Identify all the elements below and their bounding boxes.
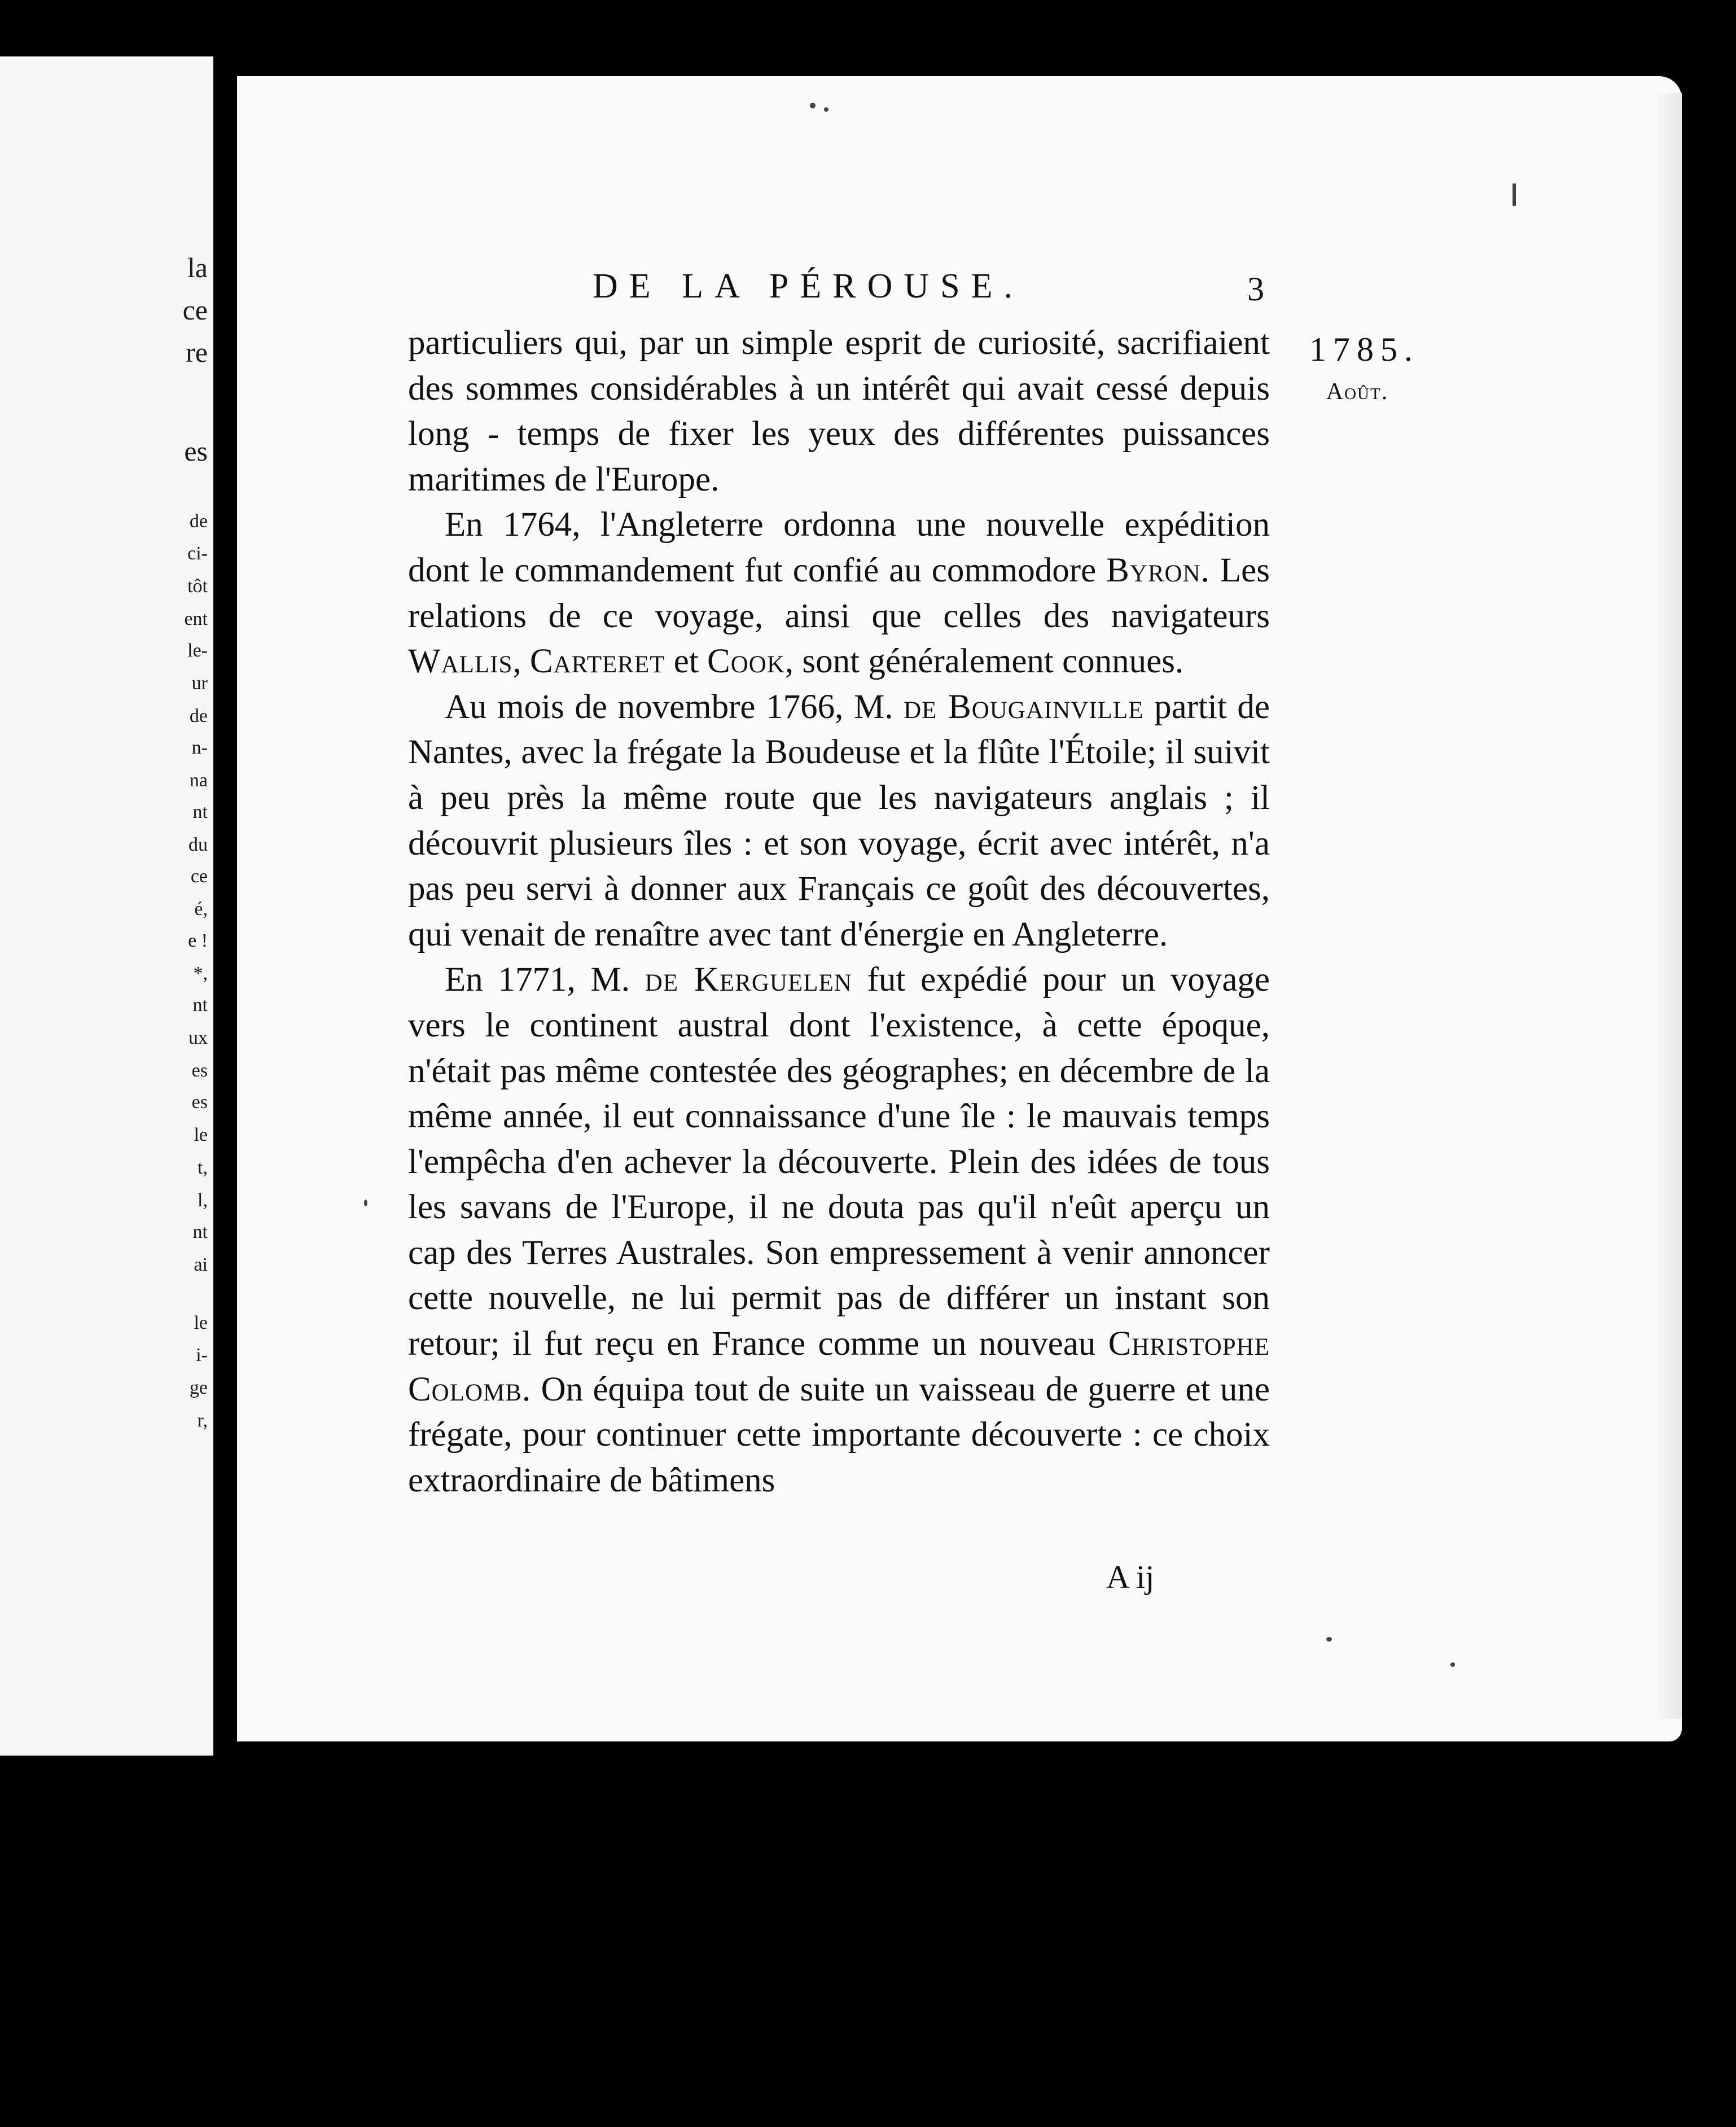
left-page-fragment: r,: [197, 1410, 208, 1431]
left-page-fragment: i-: [196, 1345, 208, 1366]
name-cook: Cook: [707, 642, 785, 681]
paragraph-2-text-b: Les relations de ce voyage, ainsi que celles des navigateurs: [408, 551, 1270, 635]
page-edge-shading: [1655, 93, 1682, 1719]
left-facing-page: [0, 56, 213, 1756]
left-page-fragment: t,: [198, 1157, 208, 1178]
left-page-fragment: ce: [182, 294, 208, 326]
left-page-fragment: du: [188, 834, 208, 855]
left-page-fragment: es: [191, 1060, 208, 1081]
print-speck: [1450, 1662, 1455, 1667]
paragraph-4-text-c: On équipa tout de suite un vaisseau de guerre et une frégate, pour continuer cette importante découverte : ce choix extraordinaire de bâtimens: [408, 1370, 1270, 1499]
running-head: DE LA PÉROUSE.: [593, 267, 1024, 305]
left-page-fragment: na: [189, 770, 208, 791]
particle-de: de: [904, 688, 937, 726]
left-page-fragment: es: [184, 435, 208, 467]
left-page-fragment: *,: [193, 963, 208, 984]
left-page-fragment: re: [186, 336, 208, 368]
print-speck: [824, 107, 828, 112]
print-speck: [1326, 1637, 1332, 1642]
paragraph-3-text-a: Au mois de novembre 1766, M.: [445, 688, 904, 726]
paragraph-3-text-b: partit de Nantes, avec la frégate la Boudeuse et la flûte l'Étoile; il suivit à peu près la même route que les navigateurs anglais ; il découvrit plusieurs îles : et son voyage, écrit avec intérêt, n'a pas peu servi à donner aux Français ce goût des découvertes, qui venait de renaître avec tant d'énergie en Angleterre.: [408, 688, 1270, 953]
book-gutter: [213, 0, 240, 2127]
paragraph-2-text-d: et: [665, 642, 708, 681]
margin-month: Août.: [1326, 379, 1389, 405]
signature-mark: A ij: [1106, 1559, 1155, 1595]
left-page-fragment: ux: [188, 1027, 208, 1048]
left-page-fragment: de: [189, 706, 208, 726]
paragraph-2-text-e: , sont généralement connues.: [784, 642, 1184, 681]
left-page-fragment: de: [189, 511, 208, 532]
margin-year: 1785.: [1309, 331, 1419, 368]
name-christophe-colomb: Christophe Colomb.: [408, 1325, 1270, 1408]
left-page-fragment: le: [194, 1124, 208, 1145]
left-page-fragment: nt: [192, 802, 208, 822]
left-page-fragment: n-: [191, 737, 208, 758]
left-page-fragment: e !: [188, 930, 208, 951]
left-page-fragment: es: [191, 1092, 208, 1113]
paragraph-1: [408, 321, 1270, 502]
left-page-fragment: nt: [192, 995, 208, 1016]
left-page-fragment: ai: [194, 1254, 208, 1275]
name-wallis: Wallis: [408, 642, 513, 681]
print-speck: [364, 1200, 367, 1206]
left-page-fragment: le: [194, 1312, 208, 1333]
main-text: [408, 321, 1270, 1503]
print-speck: [1513, 183, 1516, 206]
name-kerguelen: Kerguelen: [678, 961, 852, 999]
name-carteret: Carteret: [529, 642, 665, 681]
page-number: 3: [1247, 270, 1264, 308]
left-page-fragment: é,: [194, 899, 208, 920]
paragraph-2-text-a: En 1764, l'Angleterre ordonna une nouvelle expédition dont le commandement fut confié au commodore: [408, 506, 1270, 589]
paragraph-1-text: particuliers qui, par un simple esprit de curiosité, sacrifiaient des sommes considérables à un intérêt qui avait cessé depuis long - temps de fixer les yeux des différentes puissances maritimes de l'Europe.: [408, 324, 1270, 498]
left-page-fragment: ur: [191, 673, 208, 694]
left-page-fragment: la: [187, 252, 208, 283]
paragraph-2-text-c: ,: [512, 642, 530, 681]
paragraph-4: [408, 957, 1270, 1503]
paragraph-3: [408, 685, 1270, 958]
paragraph-4-text-b: fut expédié pour un voyage vers le continent austral dont l'existence, à cette époque, n'était pas même contestée des géographes; en décembre de la même année, il eut connaissance d'une île : le mauvais temps l'empêcha d'en achever la découverte. Plein des idées de tous les savans de l'Europe, il ne douta pas qu'il n'eût aperçu un cap des Terres Australes. Son empressement à venir annoncer cette nouvelle, ne lui permit pas de différer un instant son retour; il fut reçu en France comme un nouveau: [408, 961, 1270, 1363]
paragraph-2: [408, 502, 1270, 684]
left-page-fragment: nt: [192, 1222, 208, 1242]
left-page-fragment: le-: [187, 640, 208, 661]
print-speck: [810, 103, 816, 108]
particle-de: de: [645, 961, 679, 999]
paragraph-4-text-a: En 1771, M.: [445, 961, 645, 999]
left-page-fragment: l,: [198, 1190, 208, 1211]
left-page-fragment: tôt: [187, 576, 208, 597]
left-page-fragment: ge: [189, 1377, 208, 1398]
left-page-fragment: ent: [184, 609, 208, 629]
name-bougainville: Bougainville: [937, 688, 1144, 726]
name-byron: Byron.: [1106, 551, 1210, 589]
left-page-fragment: ce: [190, 866, 208, 887]
left-page-fragment: ci-: [187, 543, 208, 564]
